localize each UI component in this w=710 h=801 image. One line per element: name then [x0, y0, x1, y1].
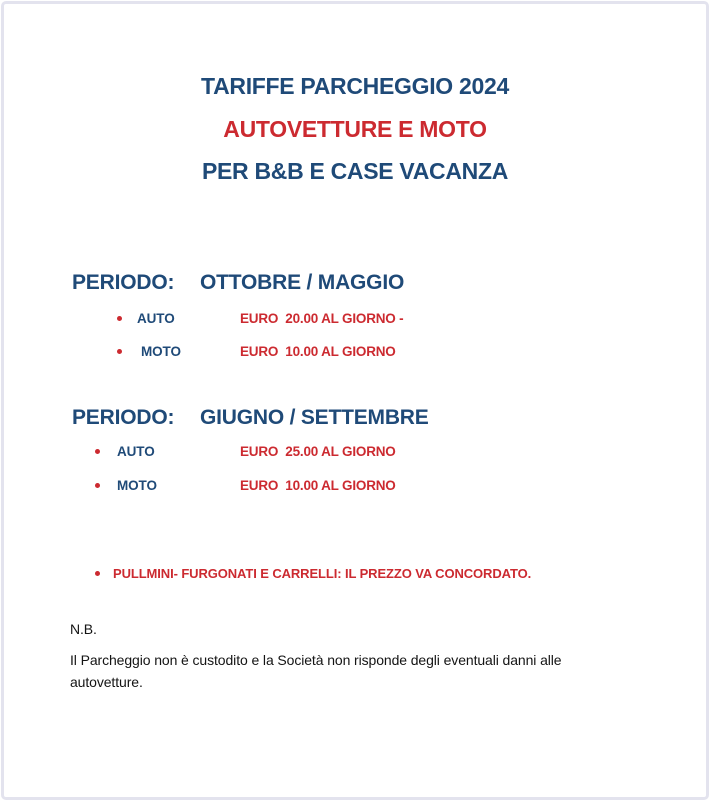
- rate-row-auto-summer: [0, 444, 710, 462]
- period-value: OTTOBRE / MAGGIO: [200, 271, 405, 294]
- bullet-icon: [95, 571, 100, 576]
- disclaimer-text: Il Parcheggio non è custodito e la Società non risponde degli eventuali danni alle autovetture.: [70, 652, 562, 690]
- price-text: EURO 20.00 AL GIORNO -: [240, 311, 404, 326]
- rate-row-moto-summer: [0, 478, 710, 496]
- vehicle-label: AUTO: [117, 444, 155, 459]
- rate-row-auto-winter: [0, 311, 710, 329]
- bullet-icon: [95, 449, 100, 454]
- period-label: PERIODO:: [72, 271, 175, 294]
- section-heading-october-may: [72, 271, 405, 295]
- subtitle-audience: PER B&B E CASE VACANZA: [201, 158, 509, 184]
- period-label: PERIODO:: [72, 406, 175, 429]
- section-heading-june-september: [72, 406, 429, 430]
- special-note-row: [0, 566, 710, 584]
- page-title: TARIFFE PARCHEGGIO 2024: [201, 73, 509, 99]
- nb-label: N.B.: [70, 621, 97, 637]
- price-text: EURO 25.00 AL GIORNO: [240, 444, 396, 459]
- vehicle-label: MOTO: [141, 344, 181, 359]
- bullet-icon: [117, 349, 122, 354]
- special-note-text: PULLMINI- FURGONATI E CARRELLI: IL PREZZO VA CONCORDATO.: [113, 566, 532, 581]
- subtitle-vehicles: AUTOVETTURE E MOTO: [223, 116, 487, 142]
- vehicle-label: MOTO: [117, 478, 157, 493]
- bullet-icon: [95, 483, 100, 488]
- price-text: EURO 10.00 AL GIORNO: [240, 344, 396, 359]
- price-text: EURO 10.00 AL GIORNO: [240, 478, 396, 493]
- vehicle-label: AUTO: [137, 311, 175, 326]
- rate-row-moto-winter: [0, 344, 710, 362]
- bullet-icon: [117, 316, 122, 321]
- period-value: GIUGNO / SETTEMBRE: [200, 406, 429, 429]
